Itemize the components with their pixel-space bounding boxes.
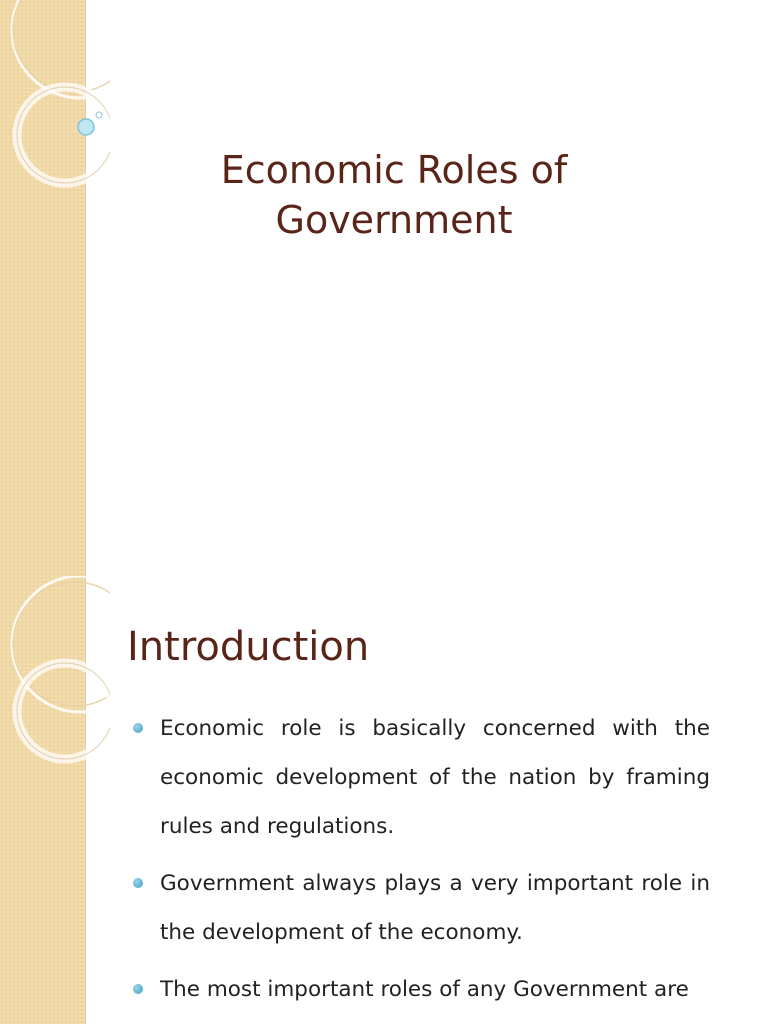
title-line-1: Economic Roles of [220,148,568,192]
slide-title [120,145,668,245]
decorative-side-strip [0,576,86,1024]
bullet-dot-icon [133,723,143,733]
title-line-2: Government [275,198,513,242]
list-item [130,859,710,957]
slide-heading: Introduction [127,624,370,670]
ring-decoration [0,576,110,776]
list-item [130,965,710,1014]
ring-decoration [0,0,110,200]
introduction-slide [0,576,768,1024]
list-item [130,704,710,851]
bullet-text: Government always plays a very important role in the development of the economy. [160,871,710,945]
bullet-text: The most important roles of any Government are [160,977,689,1002]
bullet-list [130,704,710,1022]
bullet-dot-icon [133,984,143,994]
decorative-side-strip [0,0,86,576]
bullet-text: Economic role is basically concerned with the economic development of the nation by framing rules and regulations. [160,716,710,839]
bullet-dot-icon [133,878,143,888]
